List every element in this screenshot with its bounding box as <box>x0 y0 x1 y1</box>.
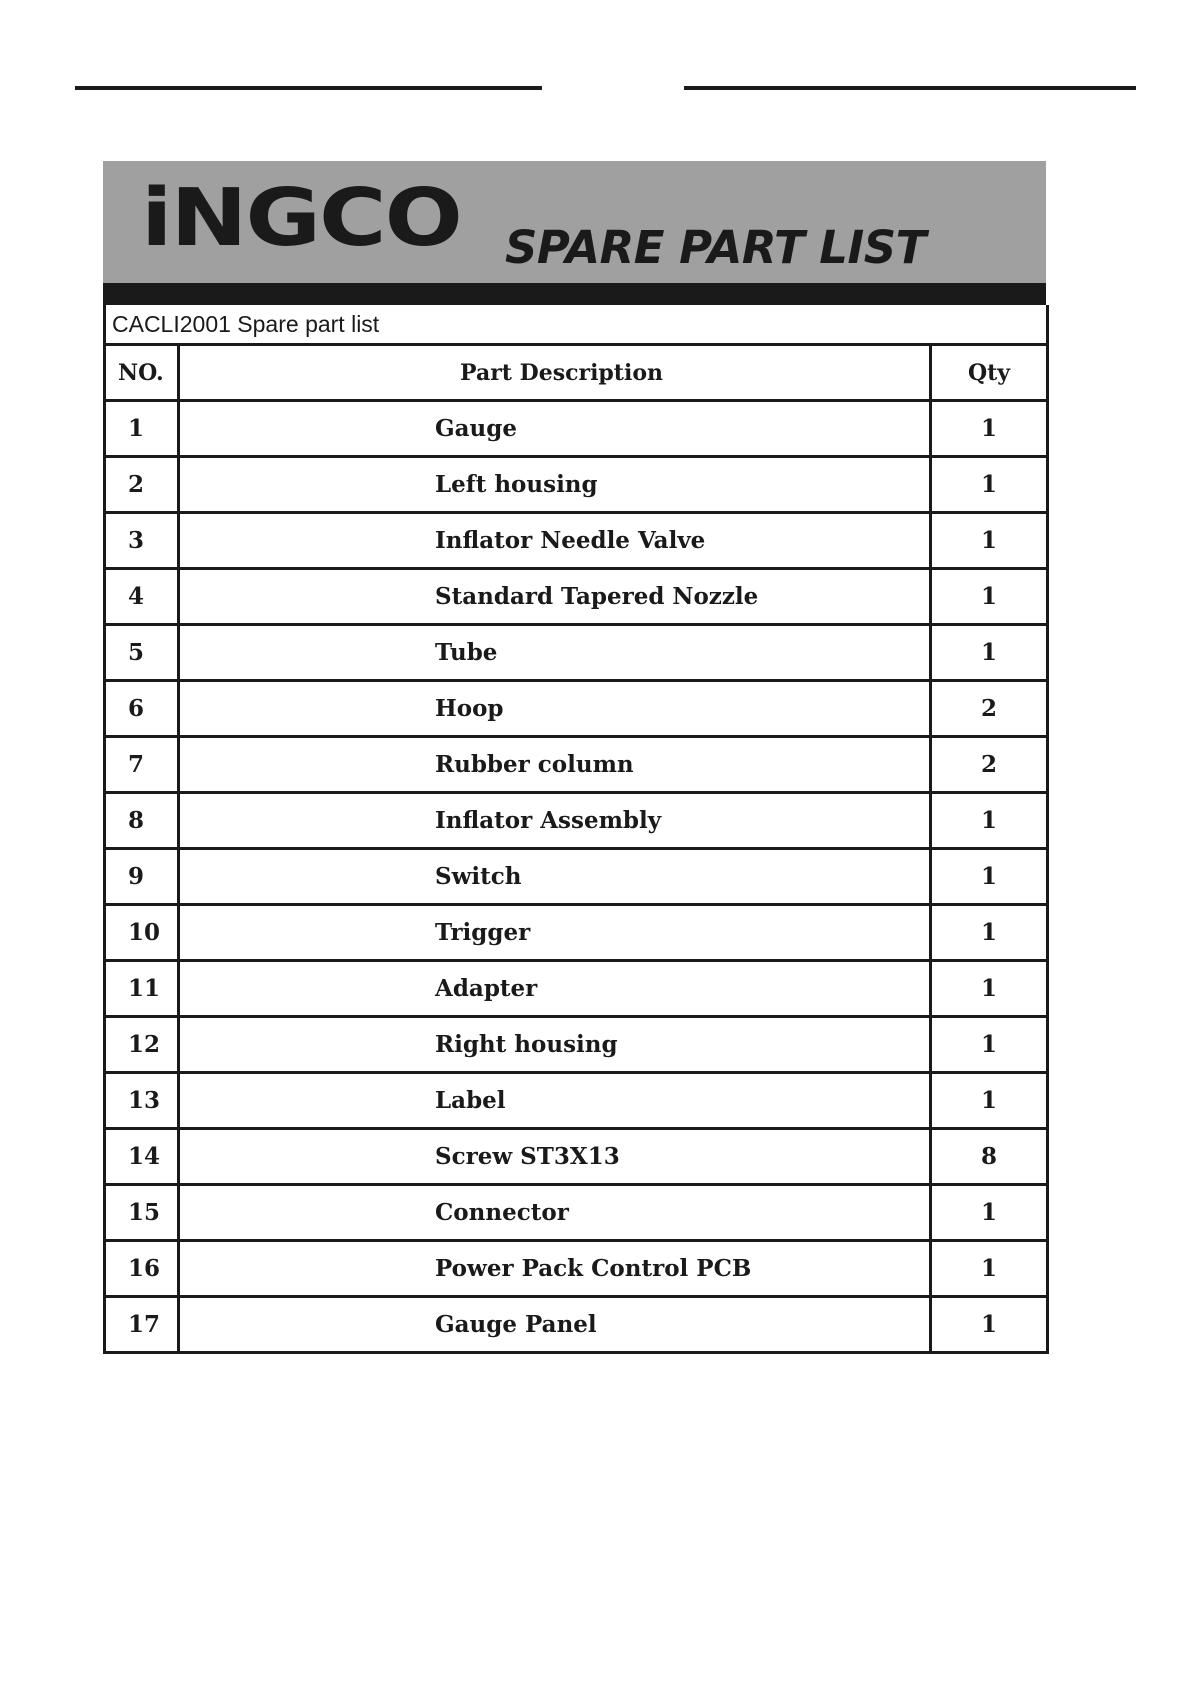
part-number: 4 <box>105 569 179 625</box>
part-qty: 1 <box>931 513 1048 569</box>
table-row <box>105 513 1048 569</box>
part-qty: 1 <box>931 1241 1048 1297</box>
part-qty: 1 <box>931 1297 1048 1353</box>
part-description: Adapter <box>179 961 931 1017</box>
part-description: Hoop <box>179 681 931 737</box>
header-description: Part Description <box>179 345 931 401</box>
table-row <box>105 1017 1048 1073</box>
part-number: 13 <box>105 1073 179 1129</box>
table-row <box>105 569 1048 625</box>
brand-banner <box>103 161 1046 283</box>
part-qty: 1 <box>931 1073 1048 1129</box>
table-row <box>105 737 1048 793</box>
part-number: 15 <box>105 1185 179 1241</box>
part-number: 10 <box>105 905 179 961</box>
table-row <box>105 1073 1048 1129</box>
header-rule-left <box>75 86 542 90</box>
part-number: 8 <box>105 793 179 849</box>
banner-title: SPARE PART LIST <box>505 221 926 274</box>
part-number: 11 <box>105 961 179 1017</box>
table-row <box>105 1297 1048 1353</box>
table-row <box>105 849 1048 905</box>
part-qty: 1 <box>931 961 1048 1017</box>
part-description: Power Pack Control PCB <box>179 1241 931 1297</box>
table-row <box>105 681 1048 737</box>
part-description: Left housing <box>179 457 931 513</box>
part-description: Inflator Needle Valve <box>179 513 931 569</box>
part-number: 17 <box>105 1297 179 1353</box>
table-row <box>105 401 1048 457</box>
part-qty: 2 <box>931 681 1048 737</box>
table-row <box>105 457 1048 513</box>
table-row <box>105 625 1048 681</box>
part-description: Connector <box>179 1185 931 1241</box>
part-qty: 1 <box>931 1185 1048 1241</box>
table-row <box>105 1241 1048 1297</box>
table-row <box>105 1129 1048 1185</box>
part-description: Gauge Panel <box>179 1297 931 1353</box>
part-qty: 8 <box>931 1129 1048 1185</box>
table-row <box>105 961 1048 1017</box>
header-row <box>105 345 1048 401</box>
header-no: NO. <box>105 345 179 401</box>
part-number: 5 <box>105 625 179 681</box>
part-qty: 1 <box>931 1017 1048 1073</box>
header-rule-right <box>684 86 1136 90</box>
part-description: Tube <box>179 625 931 681</box>
part-number: 3 <box>105 513 179 569</box>
part-qty: 1 <box>931 625 1048 681</box>
part-description: Trigger <box>179 905 931 961</box>
spare-part-table <box>103 305 1049 1354</box>
part-number: 9 <box>105 849 179 905</box>
part-number: 1 <box>105 401 179 457</box>
spare-part-sheet <box>103 161 1046 1354</box>
part-description: Rubber column <box>179 737 931 793</box>
part-description: Switch <box>179 849 931 905</box>
table-row <box>105 1185 1048 1241</box>
part-description: Inflator Assembly <box>179 793 931 849</box>
part-number: 16 <box>105 1241 179 1297</box>
part-qty: 1 <box>931 401 1048 457</box>
part-description: Standard Tapered Nozzle <box>179 569 931 625</box>
header-qty: Qty <box>931 345 1048 401</box>
part-number: 7 <box>105 737 179 793</box>
part-number: 14 <box>105 1129 179 1185</box>
table-row <box>105 905 1048 961</box>
part-description: Label <box>179 1073 931 1129</box>
part-number: 12 <box>105 1017 179 1073</box>
table-caption: CACLI2001 Spare part list <box>105 305 1048 345</box>
ingco-logo: iNGCO <box>141 172 461 265</box>
part-qty: 1 <box>931 793 1048 849</box>
part-number: 2 <box>105 457 179 513</box>
part-qty: 2 <box>931 737 1048 793</box>
banner-divider <box>103 283 1046 305</box>
part-description: Right housing <box>179 1017 931 1073</box>
part-qty: 1 <box>931 569 1048 625</box>
part-qty: 1 <box>931 905 1048 961</box>
part-qty: 1 <box>931 849 1048 905</box>
part-number: 6 <box>105 681 179 737</box>
part-description: Screw ST3X13 <box>179 1129 931 1185</box>
caption-row <box>105 305 1048 345</box>
part-qty: 1 <box>931 457 1048 513</box>
table-row <box>105 793 1048 849</box>
part-description: Gauge <box>179 401 931 457</box>
